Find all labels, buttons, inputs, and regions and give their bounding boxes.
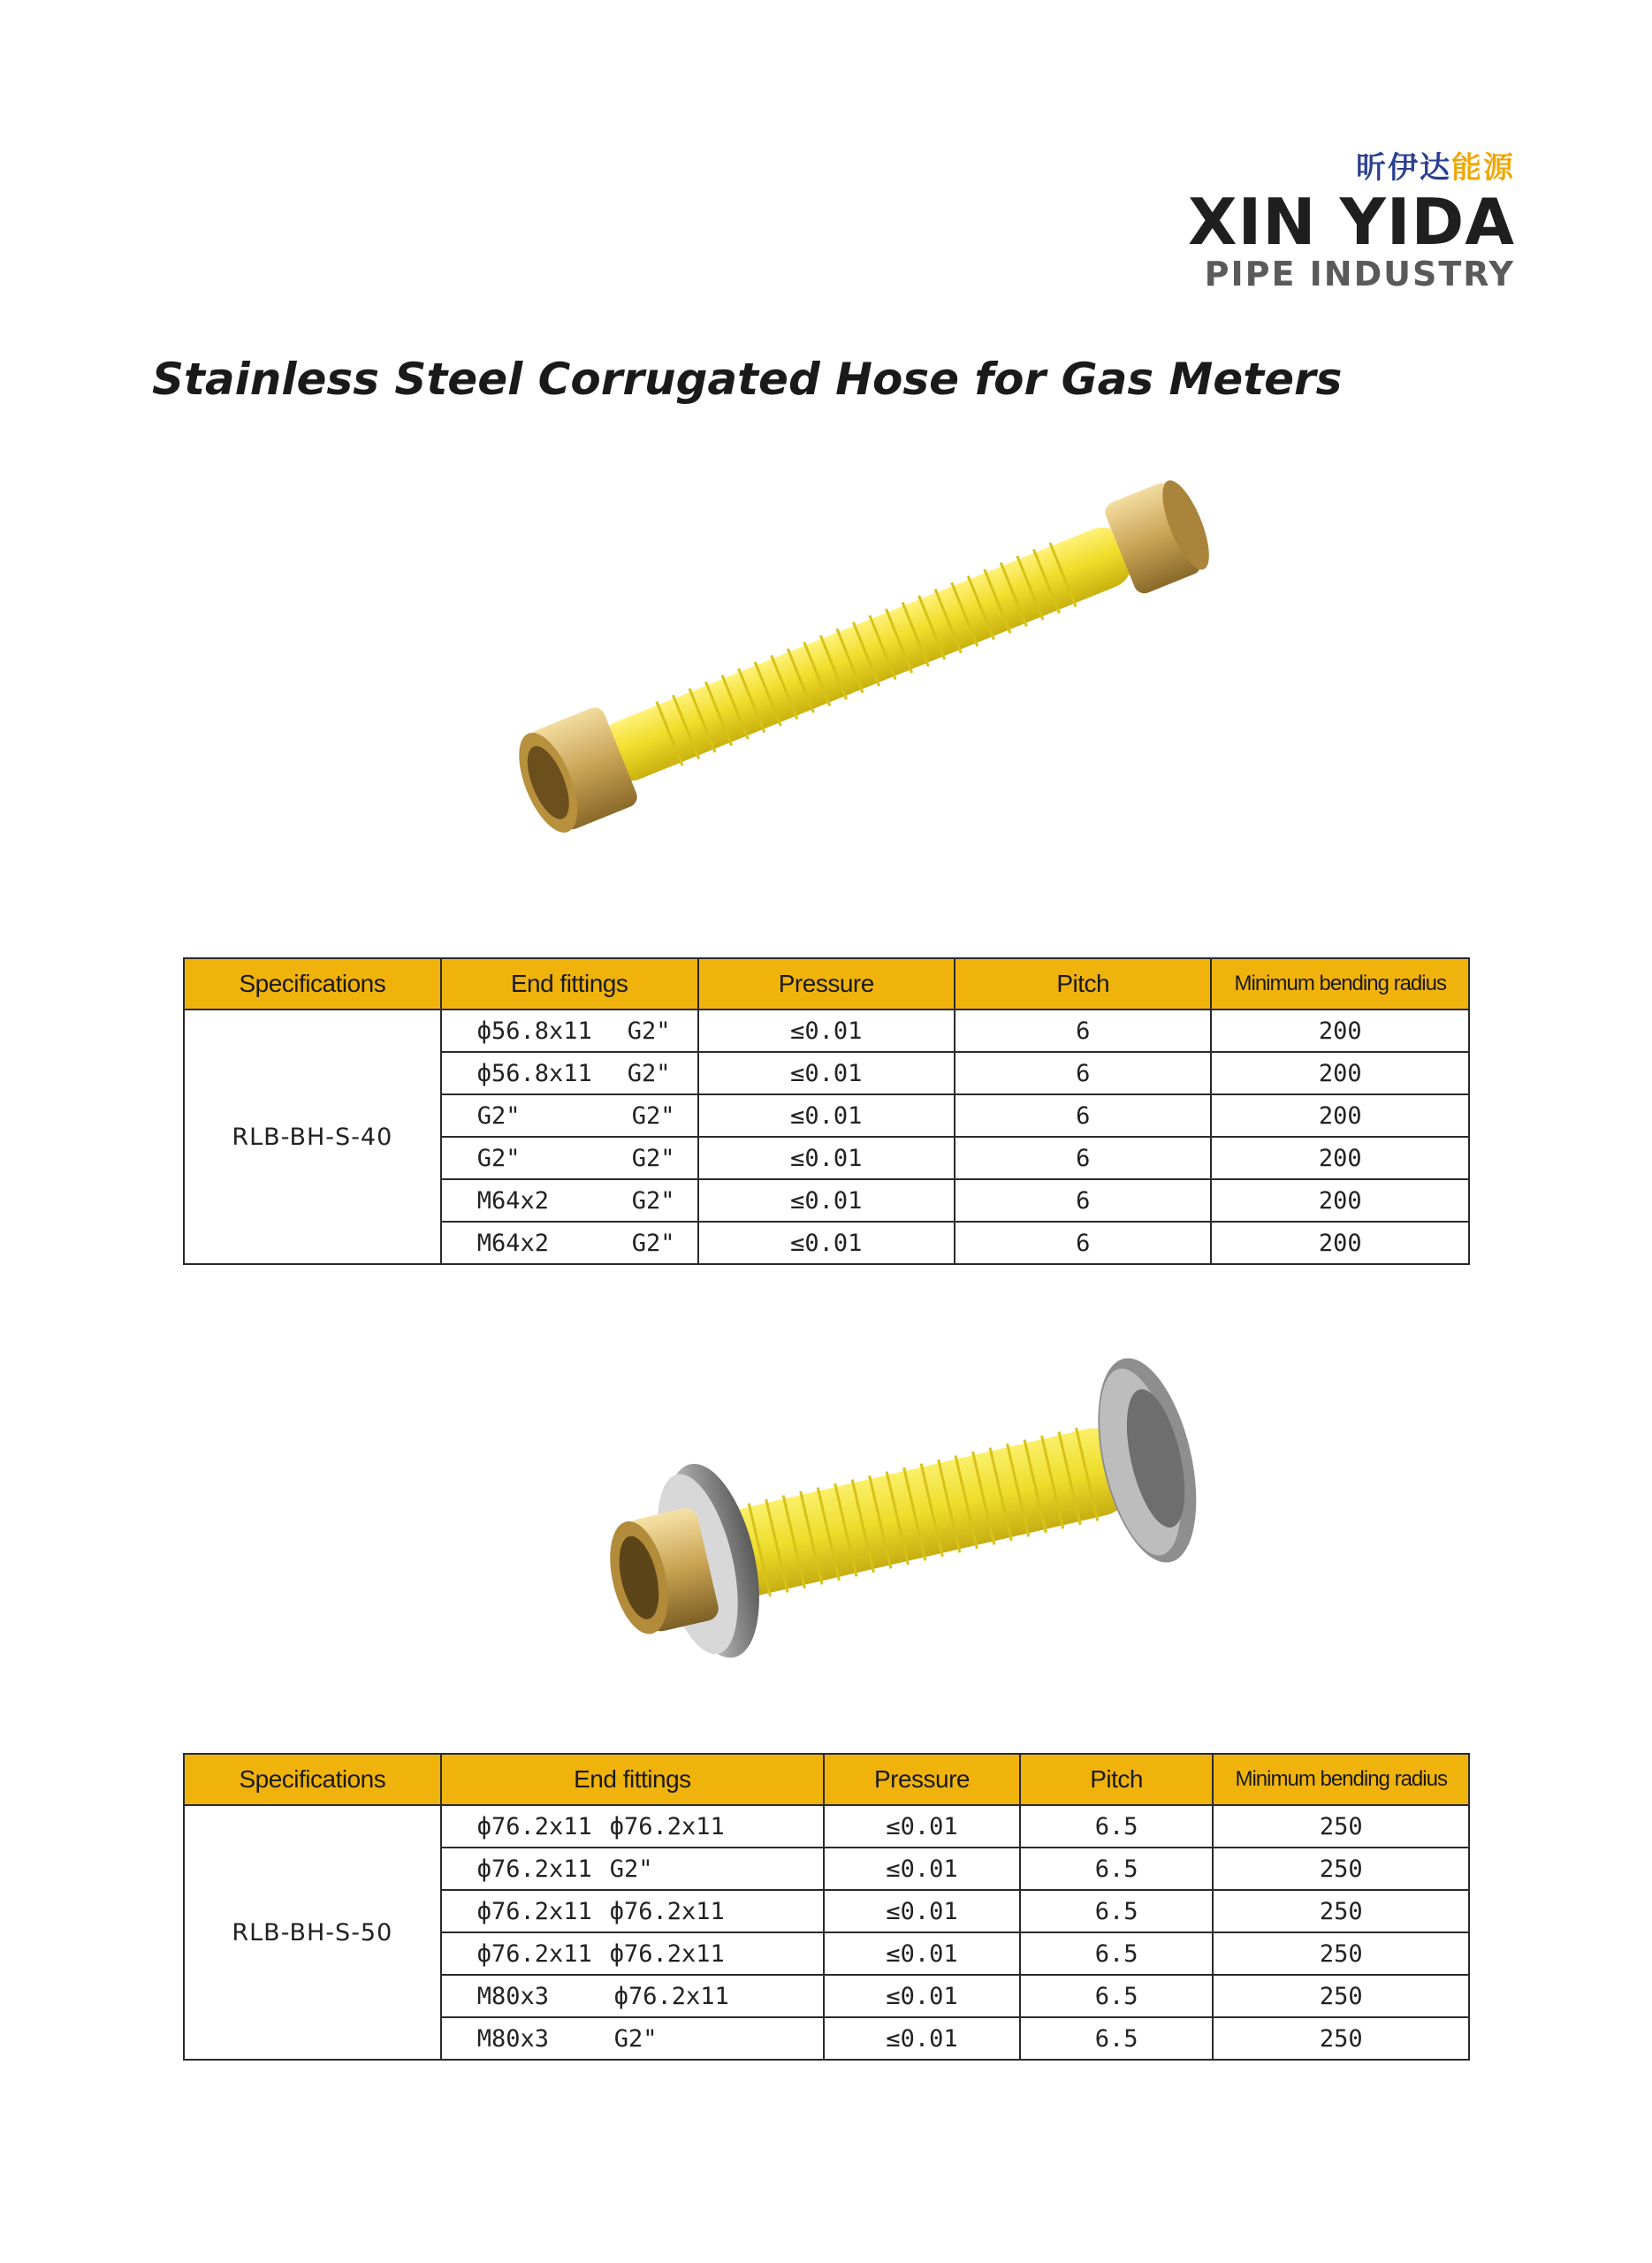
- fitting-b: G2": [627, 1017, 671, 1045]
- pitch-cell: 6: [955, 1137, 1211, 1179]
- pitch-cell: 6: [955, 1010, 1211, 1052]
- end-fittings-cell: [441, 1179, 698, 1222]
- pressure-cell: ≤0.01: [824, 1848, 1020, 1890]
- fitting-b: G2": [631, 1229, 675, 1257]
- fitting-b: G2": [627, 1059, 671, 1087]
- fitting-b: G2": [609, 1855, 653, 1883]
- pressure-cell: ≤0.01: [698, 1179, 955, 1222]
- brand-cn-part1: 昕伊达: [1356, 150, 1451, 186]
- brand-logo: [1055, 150, 1515, 293]
- page-title: Stainless Steel Corrugated Hose for Gas Meters: [152, 354, 1343, 405]
- pressure-cell: ≤0.01: [698, 1137, 955, 1179]
- table-header-row: [184, 1754, 1469, 1805]
- header-pressure: Pressure: [824, 1754, 1020, 1805]
- fitting-b: ф76.2x11: [609, 1939, 725, 1968]
- brand-cn-part2: 能源: [1451, 150, 1515, 186]
- fitting-b: G2": [631, 1101, 675, 1130]
- fitting-a: M64x2: [476, 1186, 549, 1215]
- pitch-cell: 6.5: [1020, 1848, 1214, 1890]
- pressure-cell: ≤0.01: [698, 1094, 955, 1137]
- pitch-cell: 6: [955, 1052, 1211, 1094]
- fitting-a: M80x3: [476, 1982, 549, 2010]
- end-fittings-cell: [441, 1010, 698, 1052]
- brand-chinese-name: [1055, 150, 1515, 186]
- header-end-fittings: End fittings: [441, 1754, 824, 1805]
- fitting-b: G2": [631, 1144, 675, 1172]
- pitch-cell: 6.5: [1020, 1805, 1214, 1848]
- pitch-cell: 6: [955, 1222, 1211, 1264]
- fitting-a: G2": [476, 1144, 521, 1172]
- fitting-a: ф56.8x11: [476, 1017, 592, 1045]
- fitting-a: G2": [476, 1101, 521, 1130]
- header-pitch: Pitch: [1020, 1754, 1214, 1805]
- end-fittings-cell: [441, 1975, 824, 2017]
- fitting-b: ф76.2x11: [609, 1897, 725, 1925]
- end-fittings-cell: [441, 1052, 698, 1094]
- header-specifications: Specifications: [184, 958, 441, 1010]
- pitch-cell: 6: [955, 1094, 1211, 1137]
- fitting-a: ф76.2x11: [476, 1855, 592, 1883]
- table-row: [184, 1010, 1469, 1052]
- pressure-cell: ≤0.01: [698, 1222, 955, 1264]
- fitting-b: ф76.2x11: [613, 1982, 729, 2010]
- product-image-2: [552, 1339, 1260, 1693]
- radius-cell: 200: [1211, 1222, 1469, 1264]
- fitting-a: ф76.2x11: [476, 1812, 592, 1840]
- radius-cell: 250: [1213, 1848, 1469, 1890]
- pitch-cell: 6.5: [1020, 1975, 1214, 2017]
- model-cell: RLB-BH-S-50: [184, 1805, 441, 2060]
- end-fittings-cell: [441, 1805, 824, 1848]
- end-fittings-cell: [441, 2017, 824, 2060]
- pitch-cell: 6.5: [1020, 1890, 1214, 1932]
- radius-cell: 200: [1211, 1179, 1469, 1222]
- radius-cell: 250: [1213, 1932, 1469, 1975]
- product-image-1: [460, 455, 1273, 853]
- fitting-b: ф76.2x11: [609, 1812, 725, 1840]
- fitting-a: ф76.2x11: [476, 1897, 592, 1925]
- model-cell: RLB-BH-S-40: [184, 1010, 441, 1264]
- fitting-b: G2": [631, 1186, 675, 1215]
- fitting-a: M80x3: [476, 2024, 549, 2053]
- fitting-a: M64x2: [476, 1229, 549, 1257]
- table-row: [184, 1805, 1469, 1848]
- pressure-cell: ≤0.01: [824, 1975, 1020, 2017]
- pressure-cell: ≤0.01: [824, 1890, 1020, 1932]
- radius-cell: 250: [1213, 1975, 1469, 2017]
- brand-name: XIN YIDA: [1187, 185, 1515, 259]
- end-fittings-cell: [441, 1222, 698, 1264]
- spec-table-2: [183, 1753, 1470, 2061]
- header-specifications: Specifications: [184, 1754, 441, 1805]
- end-fittings-cell: [441, 1890, 824, 1932]
- end-fittings-cell: [441, 1094, 698, 1137]
- radius-cell: 200: [1211, 1137, 1469, 1179]
- pressure-cell: ≤0.01: [698, 1052, 955, 1094]
- header-end-fittings: End fittings: [441, 958, 698, 1010]
- header-min-bending-radius: Minimum bending radius: [1213, 1754, 1469, 1805]
- header-min-bending-radius: Minimum bending radius: [1211, 958, 1469, 1010]
- pitch-cell: 6.5: [1020, 1932, 1214, 1975]
- brand-tagline: PIPE INDUSTRY: [1204, 255, 1515, 293]
- pitch-cell: 6.5: [1020, 2017, 1214, 2060]
- radius-cell: 250: [1213, 1890, 1469, 1932]
- header-pitch: Pitch: [955, 958, 1211, 1010]
- pitch-cell: 6: [955, 1179, 1211, 1222]
- radius-cell: 250: [1213, 2017, 1469, 2060]
- pressure-cell: ≤0.01: [824, 2017, 1020, 2060]
- pressure-cell: ≤0.01: [824, 1805, 1020, 1848]
- pressure-cell: ≤0.01: [824, 1932, 1020, 1975]
- radius-cell: 200: [1211, 1094, 1469, 1137]
- fitting-a: ф56.8x11: [476, 1059, 592, 1087]
- spec-table-1: [183, 957, 1470, 1265]
- radius-cell: 200: [1211, 1010, 1469, 1052]
- pressure-cell: ≤0.01: [698, 1010, 955, 1052]
- fitting-a: ф76.2x11: [476, 1939, 592, 1968]
- end-fittings-cell: [441, 1137, 698, 1179]
- end-fittings-cell: [441, 1848, 824, 1890]
- fitting-b: G2": [613, 2024, 658, 2053]
- header-pressure: Pressure: [698, 958, 955, 1010]
- radius-cell: 200: [1211, 1052, 1469, 1094]
- radius-cell: 250: [1213, 1805, 1469, 1848]
- end-fittings-cell: [441, 1932, 824, 1975]
- table-header-row: [184, 958, 1469, 1010]
